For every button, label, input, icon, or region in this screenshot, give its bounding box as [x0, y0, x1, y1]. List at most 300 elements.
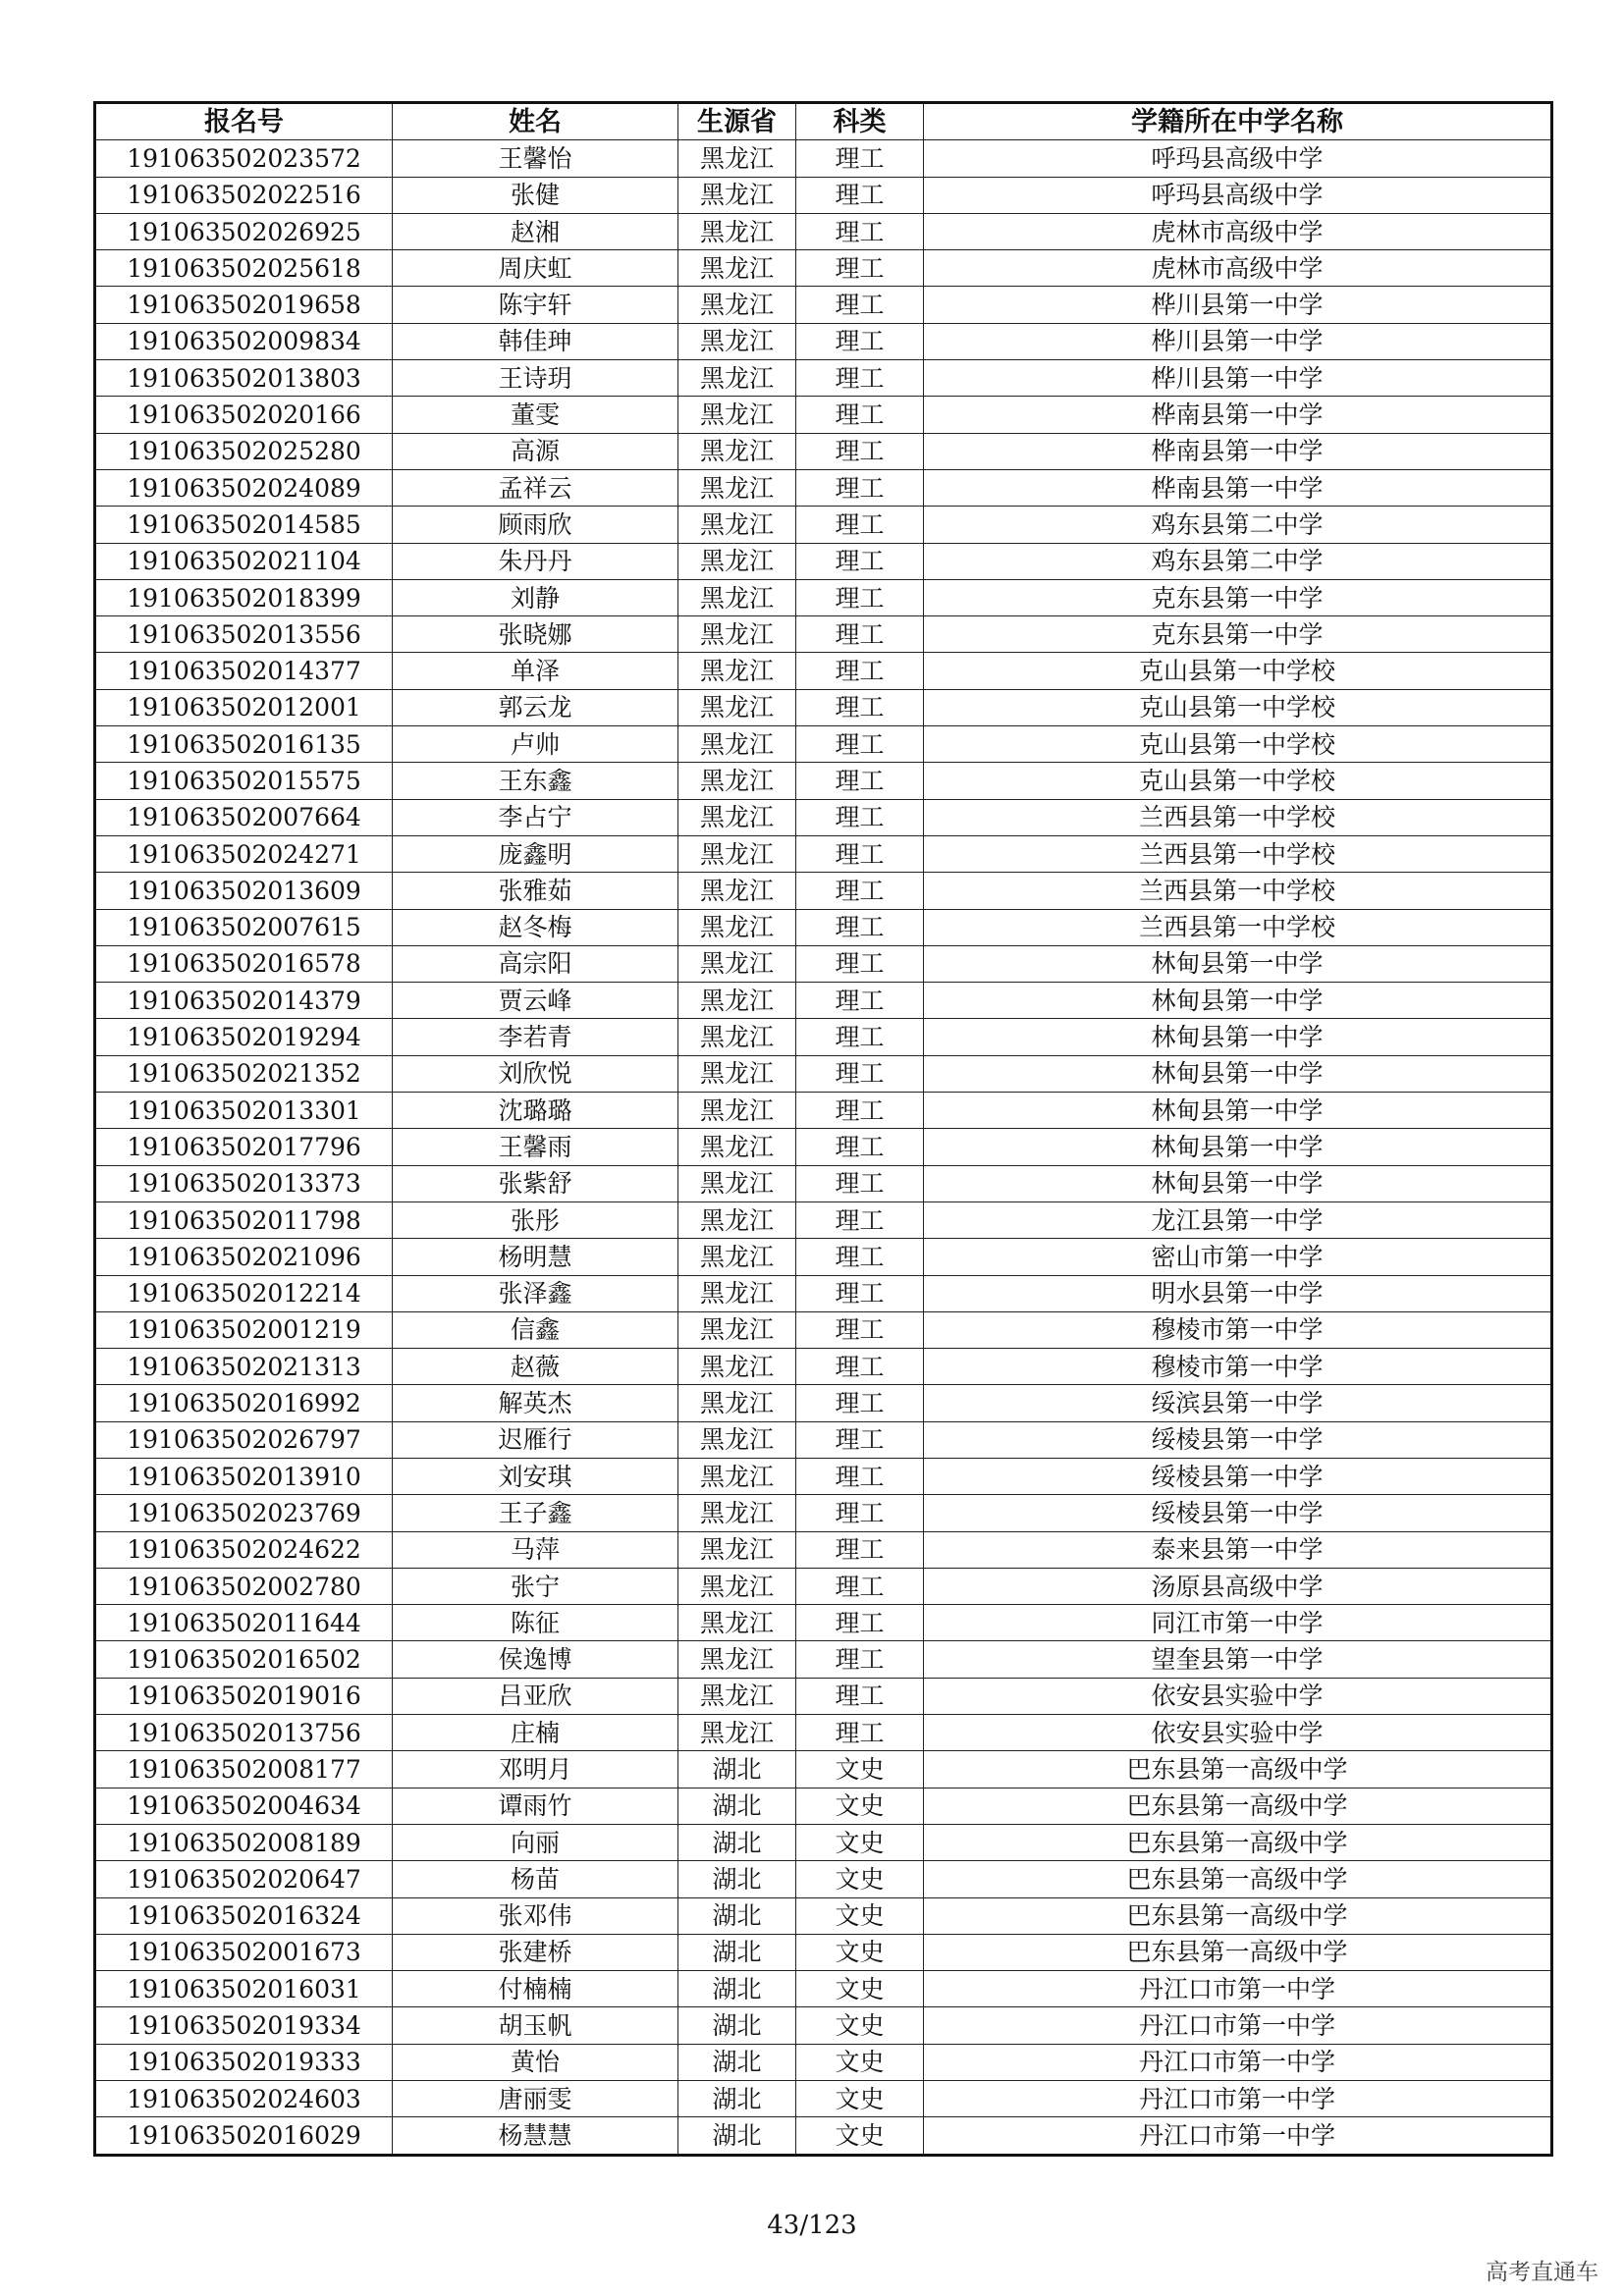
table-row: [95, 1201, 1552, 1238]
cell-registration-number: 191063502001219: [95, 1311, 393, 1348]
cell-name: 马萍: [393, 1531, 678, 1568]
cell-subject-category: 理工: [796, 1165, 924, 1201]
cell-subject-category: 理工: [796, 1495, 924, 1531]
cell-name: 张邓伟: [393, 1897, 678, 1934]
cell-province: 黑龙江: [678, 1275, 796, 1311]
table-row: [95, 1861, 1552, 1897]
cell-province: 黑龙江: [678, 1129, 796, 1165]
cell-province: 黑龙江: [678, 616, 796, 653]
cell-school-name: 克东县第一中学: [924, 579, 1552, 615]
admission-list-table: [93, 101, 1553, 2157]
cell-province: 黑龙江: [678, 763, 796, 799]
cell-subject-category: 理工: [796, 1275, 924, 1311]
cell-school-name: 丹江口市第一中学: [924, 2117, 1552, 2155]
cell-province: 湖北: [678, 2081, 796, 2117]
cell-province: 黑龙江: [678, 1531, 796, 1568]
cell-name: 胡玉帆: [393, 2007, 678, 2044]
cell-province: 黑龙江: [678, 945, 796, 982]
cell-registration-number: 191063502026797: [95, 1421, 393, 1458]
cell-province: 湖北: [678, 1788, 796, 1824]
cell-school-name: 呼玛县高级中学: [924, 140, 1552, 177]
cell-name: 邓明月: [393, 1751, 678, 1788]
cell-subject-category: 文史: [796, 1788, 924, 1824]
cell-province: 黑龙江: [678, 397, 796, 433]
cell-registration-number: 191063502019294: [95, 1019, 393, 1055]
cell-subject-category: 理工: [796, 1605, 924, 1641]
cell-name: 刘静: [393, 579, 678, 615]
table-row: [95, 1605, 1552, 1641]
table-row: [95, 469, 1552, 506]
cell-school-name: 桦南县第一中学: [924, 433, 1552, 469]
cell-subject-category: 理工: [796, 1019, 924, 1055]
header-school-name: 学籍所在中学名称: [924, 103, 1552, 140]
cell-subject-category: 理工: [796, 1385, 924, 1421]
cell-school-name: 密山市第一中学: [924, 1239, 1552, 1275]
cell-registration-number: 191063502008177: [95, 1751, 393, 1788]
cell-name: 王诗玥: [393, 360, 678, 397]
watermark: 高考直通车: [1486, 2260, 1598, 2285]
table-row: [95, 1971, 1552, 2007]
cell-province: 黑龙江: [678, 1055, 796, 1092]
table-row: [95, 1458, 1552, 1494]
cell-name: 唐丽雯: [393, 2081, 678, 2117]
cell-registration-number: 191063502021104: [95, 543, 393, 579]
cell-name: 顾雨欣: [393, 507, 678, 543]
cell-province: 黑龙江: [678, 1568, 796, 1604]
cell-subject-category: 理工: [796, 1239, 924, 1275]
cell-province: 湖北: [678, 1897, 796, 1934]
cell-subject-category: 文史: [796, 1934, 924, 1970]
cell-registration-number: 191063502023769: [95, 1495, 393, 1531]
cell-registration-number: 191063502015575: [95, 763, 393, 799]
cell-name: 贾云峰: [393, 983, 678, 1019]
cell-province: 黑龙江: [678, 250, 796, 287]
cell-registration-number: 191063502026925: [95, 213, 393, 249]
table-row: [95, 1751, 1552, 1788]
cell-registration-number: 191063502016135: [95, 726, 393, 763]
cell-registration-number: 191063502007664: [95, 799, 393, 835]
cell-province: 黑龙江: [678, 140, 796, 177]
cell-registration-number: 191063502024089: [95, 469, 393, 506]
table-row: [95, 1678, 1552, 1714]
table-row: [95, 397, 1552, 433]
cell-school-name: 桦川县第一中学: [924, 323, 1552, 359]
cell-school-name: 林甸县第一中学: [924, 1055, 1552, 1092]
cell-school-name: 兰西县第一中学校: [924, 873, 1552, 909]
cell-province: 黑龙江: [678, 1385, 796, 1421]
cell-name: 王馨怡: [393, 140, 678, 177]
cell-registration-number: 191063502019334: [95, 2007, 393, 2044]
cell-name: 王馨雨: [393, 1129, 678, 1165]
cell-registration-number: 191063502004634: [95, 1788, 393, 1824]
table-row: [95, 323, 1552, 359]
cell-subject-category: 理工: [796, 1458, 924, 1494]
table-row: [95, 1897, 1552, 1934]
table-header-row: [95, 103, 1552, 140]
cell-school-name: 桦川县第一中学: [924, 287, 1552, 323]
cell-name: 侯逸博: [393, 1641, 678, 1678]
cell-subject-category: 理工: [796, 763, 924, 799]
table-row: [95, 2044, 1552, 2080]
table-row: [95, 873, 1552, 909]
cell-school-name: 望奎县第一中学: [924, 1641, 1552, 1678]
header-province: 生源省: [678, 103, 796, 140]
cell-name: 周庆虹: [393, 250, 678, 287]
cell-registration-number: 191063502013373: [95, 1165, 393, 1201]
cell-province: 湖北: [678, 2117, 796, 2155]
cell-subject-category: 理工: [796, 140, 924, 177]
cell-subject-category: 理工: [796, 1311, 924, 1348]
cell-province: 黑龙江: [678, 543, 796, 579]
cell-subject-category: 文史: [796, 2081, 924, 2117]
cell-name: 谭雨竹: [393, 1788, 678, 1824]
cell-school-name: 虎林市高级中学: [924, 250, 1552, 287]
cell-name: 刘安琪: [393, 1458, 678, 1494]
cell-name: 张健: [393, 177, 678, 213]
cell-registration-number: 191063502024622: [95, 1531, 393, 1568]
cell-school-name: 依安县实验中学: [924, 1678, 1552, 1714]
cell-province: 黑龙江: [678, 360, 796, 397]
table-row: [95, 945, 1552, 982]
cell-name: 孟祥云: [393, 469, 678, 506]
cell-subject-category: 理工: [796, 835, 924, 872]
cell-name: 张泽鑫: [393, 1275, 678, 1311]
table-row: [95, 1055, 1552, 1092]
cell-school-name: 克东县第一中学: [924, 616, 1552, 653]
cell-registration-number: 191063502014585: [95, 507, 393, 543]
cell-school-name: 巴东县第一高级中学: [924, 1824, 1552, 1860]
cell-name: 张紫舒: [393, 1165, 678, 1201]
cell-subject-category: 理工: [796, 213, 924, 249]
cell-registration-number: 191063502002780: [95, 1568, 393, 1604]
cell-province: 湖北: [678, 1971, 796, 2007]
cell-name: 赵薇: [393, 1349, 678, 1385]
cell-school-name: 鸡东县第二中学: [924, 543, 1552, 579]
cell-registration-number: 191063502016324: [95, 1897, 393, 1934]
table-row: [95, 1421, 1552, 1458]
cell-school-name: 林甸县第一中学: [924, 1165, 1552, 1201]
cell-province: 湖北: [678, 1934, 796, 1970]
table-row: [95, 1385, 1552, 1421]
cell-province: 黑龙江: [678, 507, 796, 543]
cell-registration-number: 191063502014377: [95, 653, 393, 689]
table-row: [95, 177, 1552, 213]
cell-school-name: 汤原县高级中学: [924, 1568, 1552, 1604]
table-row: [95, 1531, 1552, 1568]
table-row: [95, 213, 1552, 249]
cell-name: 沈璐璐: [393, 1093, 678, 1129]
table-row: [95, 2117, 1552, 2155]
cell-subject-category: 理工: [796, 469, 924, 506]
cell-province: 黑龙江: [678, 1495, 796, 1531]
cell-subject-category: 理工: [796, 799, 924, 835]
cell-province: 黑龙江: [678, 799, 796, 835]
table-row: [95, 1349, 1552, 1385]
cell-registration-number: 191063502023572: [95, 140, 393, 177]
table-row: [95, 1788, 1552, 1824]
cell-registration-number: 191063502021352: [95, 1055, 393, 1092]
cell-school-name: 丹江口市第一中学: [924, 1971, 1552, 2007]
cell-registration-number: 191063502011798: [95, 1201, 393, 1238]
header-subject-category: 科类: [796, 103, 924, 140]
table-row: [95, 543, 1552, 579]
cell-subject-category: 理工: [796, 1678, 924, 1714]
cell-registration-number: 191063502019658: [95, 287, 393, 323]
cell-name: 杨慧慧: [393, 2117, 678, 2155]
cell-school-name: 巴东县第一高级中学: [924, 1934, 1552, 1970]
cell-name: 黄怡: [393, 2044, 678, 2080]
cell-school-name: 桦南县第一中学: [924, 469, 1552, 506]
cell-subject-category: 理工: [796, 250, 924, 287]
cell-subject-category: 理工: [796, 1201, 924, 1238]
table-row: [95, 1311, 1552, 1348]
table-row: [95, 1715, 1552, 1751]
cell-subject-category: 理工: [796, 726, 924, 763]
cell-registration-number: 191063502020647: [95, 1861, 393, 1897]
cell-name: 卢帅: [393, 726, 678, 763]
cell-subject-category: 理工: [796, 1129, 924, 1165]
cell-registration-number: 191063502013803: [95, 360, 393, 397]
cell-school-name: 泰来县第一中学: [924, 1531, 1552, 1568]
table-row: [95, 616, 1552, 653]
cell-registration-number: 191063502016502: [95, 1641, 393, 1678]
cell-name: 李占宁: [393, 799, 678, 835]
cell-subject-category: 文史: [796, 2044, 924, 2080]
table-row: [95, 1129, 1552, 1165]
cell-subject-category: 文史: [796, 1971, 924, 2007]
cell-subject-category: 理工: [796, 287, 924, 323]
table-row: [95, 140, 1552, 177]
cell-registration-number: 191063502012001: [95, 689, 393, 725]
cell-registration-number: 191063502016031: [95, 1971, 393, 2007]
table-row: [95, 1093, 1552, 1129]
table-row: [95, 835, 1552, 872]
cell-registration-number: 191063502013556: [95, 616, 393, 653]
cell-subject-category: 理工: [796, 873, 924, 909]
cell-registration-number: 191063502021313: [95, 1349, 393, 1385]
cell-registration-number: 191063502011644: [95, 1605, 393, 1641]
table-row: [95, 507, 1552, 543]
cell-registration-number: 191063502014379: [95, 983, 393, 1019]
table-row: [95, 1165, 1552, 1201]
cell-name: 王东鑫: [393, 763, 678, 799]
cell-province: 黑龙江: [678, 287, 796, 323]
cell-name: 单泽: [393, 653, 678, 689]
cell-province: 黑龙江: [678, 213, 796, 249]
cell-province: 黑龙江: [678, 1421, 796, 1458]
cell-school-name: 绥棱县第一中学: [924, 1495, 1552, 1531]
table-row: [95, 2081, 1552, 2117]
cell-name: 信鑫: [393, 1311, 678, 1348]
cell-name: 解英杰: [393, 1385, 678, 1421]
cell-school-name: 穆棱市第一中学: [924, 1349, 1552, 1385]
cell-school-name: 林甸县第一中学: [924, 1093, 1552, 1129]
cell-name: 郭云龙: [393, 689, 678, 725]
table-row: [95, 689, 1552, 725]
cell-school-name: 绥滨县第一中学: [924, 1385, 1552, 1421]
cell-province: 黑龙江: [678, 1311, 796, 1348]
cell-subject-category: 理工: [796, 616, 924, 653]
table-row: [95, 799, 1552, 835]
cell-province: 黑龙江: [678, 1458, 796, 1494]
cell-subject-category: 理工: [796, 507, 924, 543]
cell-subject-category: 理工: [796, 1715, 924, 1751]
cell-province: 黑龙江: [678, 983, 796, 1019]
cell-province: 黑龙江: [678, 1678, 796, 1714]
cell-name: 刘欣悦: [393, 1055, 678, 1092]
cell-school-name: 穆棱市第一中学: [924, 1311, 1552, 1348]
cell-province: 黑龙江: [678, 1715, 796, 1751]
cell-name: 张雅茹: [393, 873, 678, 909]
cell-school-name: 兰西县第一中学校: [924, 909, 1552, 945]
cell-registration-number: 191063502017796: [95, 1129, 393, 1165]
table-row: [95, 287, 1552, 323]
cell-registration-number: 191063502019016: [95, 1678, 393, 1714]
table-row: [95, 250, 1552, 287]
cell-name: 迟雁行: [393, 1421, 678, 1458]
cell-registration-number: 191063502019333: [95, 2044, 393, 2080]
cell-subject-category: 理工: [796, 653, 924, 689]
cell-subject-category: 理工: [796, 1641, 924, 1678]
cell-province: 黑龙江: [678, 689, 796, 725]
cell-registration-number: 191063502009834: [95, 323, 393, 359]
cell-registration-number: 191063502016029: [95, 2117, 393, 2155]
cell-subject-category: 文史: [796, 1897, 924, 1934]
cell-registration-number: 191063502007615: [95, 909, 393, 945]
cell-registration-number: 191063502020166: [95, 397, 393, 433]
cell-name: 杨苗: [393, 1861, 678, 1897]
cell-province: 湖北: [678, 1824, 796, 1860]
table-row: [95, 1495, 1552, 1531]
cell-school-name: 兰西县第一中学校: [924, 799, 1552, 835]
cell-province: 黑龙江: [678, 726, 796, 763]
table-row: [95, 1275, 1552, 1311]
cell-school-name: 林甸县第一中学: [924, 1019, 1552, 1055]
cell-registration-number: 191063502013301: [95, 1093, 393, 1129]
cell-school-name: 兰西县第一中学校: [924, 835, 1552, 872]
cell-subject-category: 文史: [796, 2007, 924, 2044]
cell-subject-category: 文史: [796, 1751, 924, 1788]
cell-school-name: 丹江口市第一中学: [924, 2081, 1552, 2117]
table-row: [95, 1641, 1552, 1678]
table-row: [95, 763, 1552, 799]
table-row: [95, 909, 1552, 945]
cell-name: 张建桥: [393, 1934, 678, 1970]
cell-school-name: 桦南县第一中学: [924, 397, 1552, 433]
cell-name: 向丽: [393, 1824, 678, 1860]
cell-province: 黑龙江: [678, 1349, 796, 1385]
cell-name: 王子鑫: [393, 1495, 678, 1531]
header-registration-number: 报名号: [95, 103, 393, 140]
table-row: [95, 1568, 1552, 1604]
cell-subject-category: 理工: [796, 579, 924, 615]
cell-registration-number: 191063502018399: [95, 579, 393, 615]
cell-province: 湖北: [678, 1861, 796, 1897]
cell-school-name: 绥棱县第一中学: [924, 1421, 1552, 1458]
cell-subject-category: 理工: [796, 543, 924, 579]
table-row: [95, 2007, 1552, 2044]
cell-province: 黑龙江: [678, 1165, 796, 1201]
cell-registration-number: 191063502016992: [95, 1385, 393, 1421]
cell-school-name: 桦川县第一中学: [924, 360, 1552, 397]
table-row: [95, 579, 1552, 615]
cell-subject-category: 理工: [796, 1349, 924, 1385]
cell-school-name: 呼玛县高级中学: [924, 177, 1552, 213]
cell-province: 黑龙江: [678, 835, 796, 872]
cell-school-name: 巴东县第一高级中学: [924, 1897, 1552, 1934]
cell-subject-category: 理工: [796, 1055, 924, 1092]
cell-name: 高源: [393, 433, 678, 469]
table-row: [95, 653, 1552, 689]
cell-province: 黑龙江: [678, 1605, 796, 1641]
cell-registration-number: 191063502001673: [95, 1934, 393, 1970]
cell-province: 黑龙江: [678, 1201, 796, 1238]
cell-registration-number: 191063502013609: [95, 873, 393, 909]
cell-school-name: 绥棱县第一中学: [924, 1458, 1552, 1494]
cell-name: 赵冬梅: [393, 909, 678, 945]
cell-name: 高宗阳: [393, 945, 678, 982]
cell-province: 黑龙江: [678, 909, 796, 945]
cell-subject-category: 理工: [796, 1421, 924, 1458]
cell-registration-number: 191063502022516: [95, 177, 393, 213]
cell-province: 黑龙江: [678, 1239, 796, 1275]
header-name: 姓名: [393, 103, 678, 140]
cell-name: 庄楠: [393, 1715, 678, 1751]
cell-registration-number: 191063502012214: [95, 1275, 393, 1311]
table-row: [95, 1934, 1552, 1970]
cell-school-name: 巴东县第一高级中学: [924, 1751, 1552, 1788]
cell-school-name: 鸡东县第二中学: [924, 507, 1552, 543]
table-row: [95, 1239, 1552, 1275]
cell-name: 陈宇轩: [393, 287, 678, 323]
cell-school-name: 丹江口市第一中学: [924, 2044, 1552, 2080]
cell-registration-number: 191063502013910: [95, 1458, 393, 1494]
cell-school-name: 林甸县第一中学: [924, 945, 1552, 982]
cell-registration-number: 191063502024271: [95, 835, 393, 872]
cell-registration-number: 191063502013756: [95, 1715, 393, 1751]
table-row: [95, 1824, 1552, 1860]
cell-school-name: 同江市第一中学: [924, 1605, 1552, 1641]
table-row: [95, 1019, 1552, 1055]
cell-name: 韩佳珅: [393, 323, 678, 359]
cell-province: 黑龙江: [678, 323, 796, 359]
cell-name: 吕亚欣: [393, 1678, 678, 1714]
cell-school-name: 林甸县第一中学: [924, 983, 1552, 1019]
cell-name: 朱丹丹: [393, 543, 678, 579]
cell-school-name: 虎林市高级中学: [924, 213, 1552, 249]
cell-subject-category: 文史: [796, 1861, 924, 1897]
cell-province: 黑龙江: [678, 177, 796, 213]
cell-school-name: 龙江县第一中学: [924, 1201, 1552, 1238]
table-row: [95, 360, 1552, 397]
cell-registration-number: 191063502021096: [95, 1239, 393, 1275]
table-body: [95, 140, 1552, 2155]
cell-subject-category: 理工: [796, 360, 924, 397]
cell-subject-category: 理工: [796, 323, 924, 359]
cell-subject-category: 理工: [796, 1568, 924, 1604]
cell-province: 黑龙江: [678, 1019, 796, 1055]
cell-school-name: 明水县第一中学: [924, 1275, 1552, 1311]
cell-school-name: 克山县第一中学校: [924, 726, 1552, 763]
cell-subject-category: 理工: [796, 909, 924, 945]
cell-name: 庞鑫明: [393, 835, 678, 872]
cell-name: 陈征: [393, 1605, 678, 1641]
cell-province: 黑龙江: [678, 433, 796, 469]
cell-subject-category: 文史: [796, 2117, 924, 2155]
cell-subject-category: 理工: [796, 397, 924, 433]
cell-name: 董雯: [393, 397, 678, 433]
cell-name: 付楠楠: [393, 1971, 678, 2007]
